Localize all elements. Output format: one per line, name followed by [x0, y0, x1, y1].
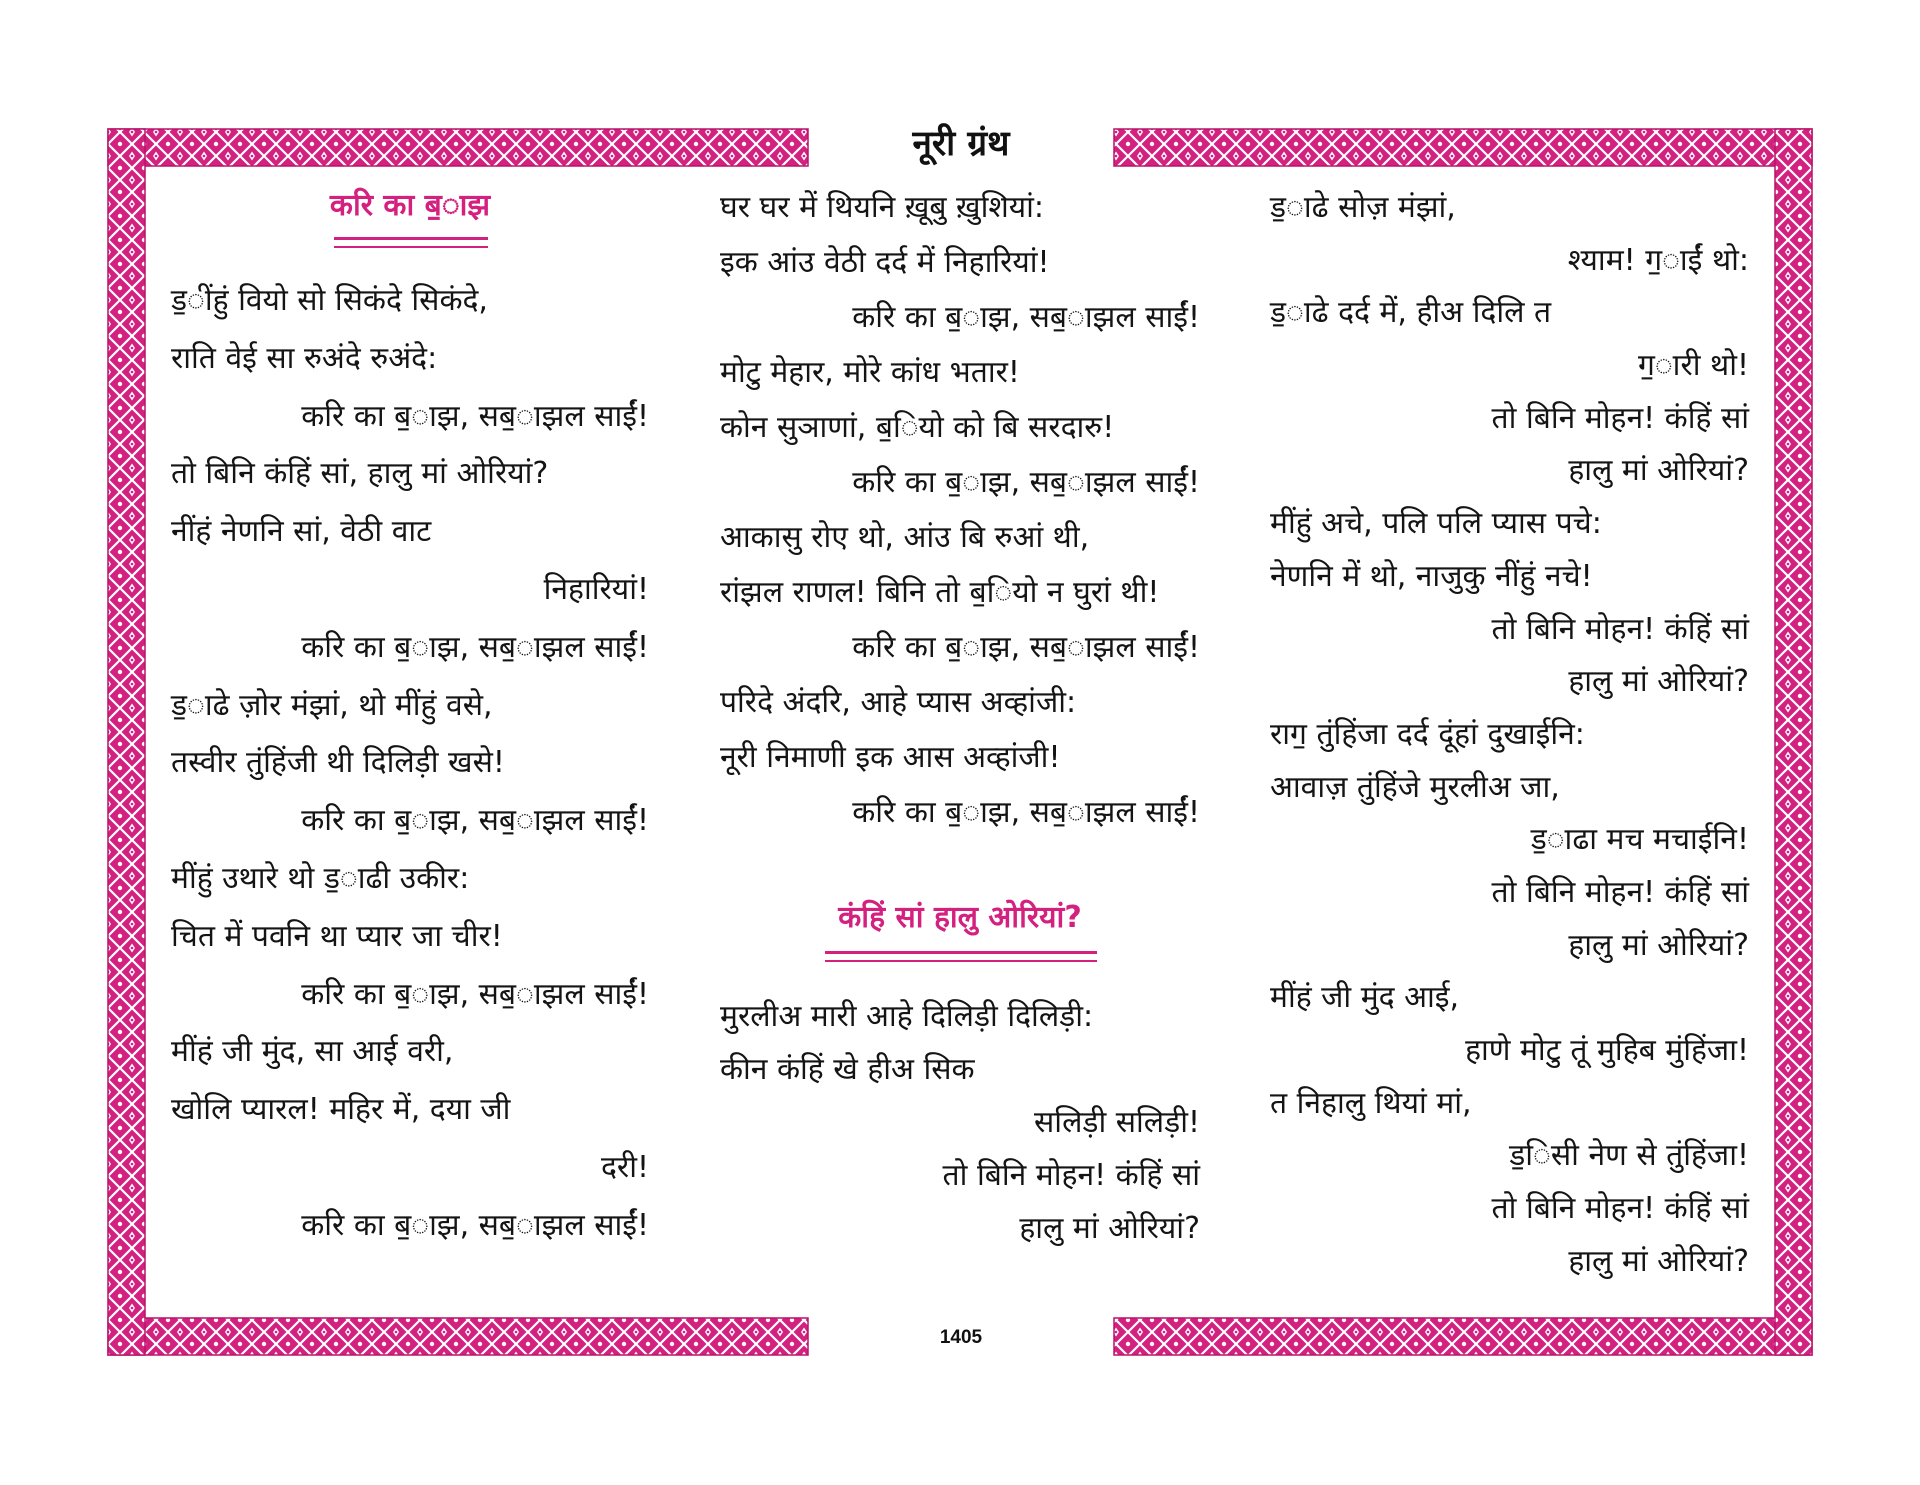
refrain-line: तो बिनि मोहन! कंहिं सां — [1491, 611, 1749, 647]
border-bottom-right — [1114, 1318, 1812, 1355]
refrain-line: करि का ब॒ाझ, सब॒ाझल साईं! — [852, 300, 1200, 335]
section-heading: कंहिं सां हालु ओरियां? — [838, 900, 1082, 935]
poem-line: राति वेई सा रुअंदे रुअंदे: — [171, 340, 438, 376]
poem-line: मींहं जी मुंद आई, — [1270, 980, 1460, 1016]
poem-line: रांझल राणल! बिनि तो ब॒ियो न घुरां थी! — [720, 575, 1160, 610]
poem-line: घर घर में थियनि ख़ूबु ख़ुशियां: — [720, 190, 1045, 225]
border-left — [108, 129, 145, 1355]
poem-line: नींहं नेणनि सां, वेठी वाट — [171, 514, 432, 550]
refrain-line: हालु मां ओरियां? — [1568, 1243, 1749, 1279]
poem-line: तो बिनि कंहिं सां, हालु मां ओरियां? — [171, 456, 549, 492]
poem-line: मोटु मेहार, मोरे कांध भतार! — [720, 355, 1020, 390]
middle-column-bottom — [720, 990, 1200, 1255]
poem-line: ड॒िसी नेण से तुंहिंजा! — [1509, 1138, 1749, 1174]
poem-line: मुरलीअ मारी आहे दिलिड़ी दिलिड़ी: — [720, 999, 1094, 1034]
section-heading: करि का ब॒ाझ — [329, 188, 491, 223]
poem-line: निहारियां! — [543, 571, 649, 607]
refrain-line: हालु मां ओरियां? — [1568, 927, 1749, 963]
middle-column-top — [720, 180, 1200, 840]
right-column — [1270, 182, 1749, 1288]
poem-line: मींहुं अचे, पलि पलि प्यास पचे: — [1270, 506, 1602, 542]
refrain-line: करि का ब॒ाझ, सब॒ाझल साईं! — [301, 629, 649, 665]
poem-line: राग॒ तुंहिंजा दर्द दूंहां दुखाईनि: — [1270, 716, 1585, 752]
refrain-line: करि का ब॒ाझ, सब॒ाझल साईं! — [301, 398, 649, 434]
poem-line: श्याम! ग॒ाईं थो: — [1567, 242, 1749, 278]
poem-line: ड॒ाढे दर्द में, हीअ दिलि त — [1270, 295, 1552, 331]
poem-line: मींहं जी मुंद, सा आई वरी, — [171, 1034, 454, 1070]
border-top-left — [108, 129, 808, 166]
poem-line: मींहुं उथारे थो ड॒ाढी उकीर: — [171, 860, 470, 896]
poem-line: परिदे अंदरि, आहे प्यास अव्हांजी: — [720, 685, 1077, 720]
border-top-right — [1114, 129, 1812, 166]
book-title: नूरी ग्रंथ — [912, 124, 1010, 164]
poem-line: दरी! — [601, 1149, 649, 1185]
refrain-line: तो बिनि मोहन! कंहिं सां — [1491, 1191, 1749, 1227]
border-bottom-left — [108, 1318, 808, 1355]
poem-line: तस्वीर तुंहिंजी थी दिलिड़ी खसे! — [171, 745, 505, 781]
refrain-line: हालु मां ओरियां? — [1568, 664, 1749, 700]
heading-underline — [825, 960, 1097, 962]
poem-line: खोलि प्यारल! महिर में, दया जी — [171, 1092, 511, 1128]
left-column — [171, 272, 649, 1255]
refrain-line: करि का ब॒ाझ, सब॒ाझल साईं! — [301, 976, 649, 1012]
heading-underline — [825, 951, 1097, 954]
poem-line: सलिड़ी सलिड़ी! — [1034, 1105, 1200, 1140]
refrain-line: करि का ब॒ाझ, सब॒ाझल साईं! — [852, 630, 1200, 665]
border-right — [1775, 129, 1812, 1355]
refrain-line: करि का ब॒ाझ, सब॒ाझल साईं! — [852, 465, 1200, 500]
poem-line: नेणनि में थो, नाजुकु नींहुं नचे! — [1270, 558, 1593, 594]
poem-line: ड॒ाढे ज़ोर मंझां, थो मींहुं वसे, — [171, 687, 493, 723]
poem-line: आकासु रोए थो, आंउ बि रुआं थी, — [720, 520, 1090, 555]
poem-line: त निहालु थियां मां, — [1270, 1085, 1472, 1121]
refrain-line: करि का ब॒ाझ, सब॒ाझल साईं! — [301, 1207, 649, 1243]
poem-line: चित में पवनि था प्यार जा चीर! — [171, 918, 503, 954]
heading-underline — [334, 237, 488, 240]
refrain-line: करि का ब॒ाझ, सब॒ाझल साईं! — [852, 795, 1200, 830]
poem-line: ड॒ींहुं वियो सो सिकंदे सिकंदे, — [171, 283, 488, 318]
refrain-line: तो बिनि मोहन! कंहिं सां — [1491, 874, 1749, 910]
poem-line: इक आंउ वेठी दर्द में निहारियां! — [720, 245, 1050, 280]
refrain-line: तो बिनि मोहन! कंहिं सां — [1491, 400, 1749, 436]
poem-line: ड॒ाढा मच मचाईनि! — [1530, 822, 1749, 858]
poem-line: ग॒ारी थो! — [1637, 348, 1749, 384]
refrain-line: करि का ब॒ाझ, सब॒ाझल साईं! — [301, 803, 649, 839]
refrain-line: हालु मां ओरियां? — [1019, 1211, 1200, 1246]
poem-line: नूरी निमाणी इक आस अव्हांजी! — [720, 740, 1061, 775]
poem-line: ड॒ाढे सोज़ मंझां, — [1270, 190, 1456, 225]
poem-line: आवाज़ तुंहिंजे मुरलीअ जा, — [1270, 769, 1560, 805]
refrain-line: हालु मां ओरियां? — [1568, 453, 1749, 489]
heading-underline — [334, 246, 488, 248]
page-number: 1405 — [939, 1327, 983, 1348]
poem-line: हाणे मोटु तूं मुहिब मुंहिंजा! — [1465, 1033, 1749, 1068]
poem-line: कोन सुञाणां, ब॒ियो को बि सरदारु! — [720, 410, 1115, 445]
refrain-line: तो बिनि मोहन! कंहिं सां — [942, 1158, 1200, 1193]
poem-line: कीन कंहिं खे हीअ सिक — [720, 1052, 975, 1087]
